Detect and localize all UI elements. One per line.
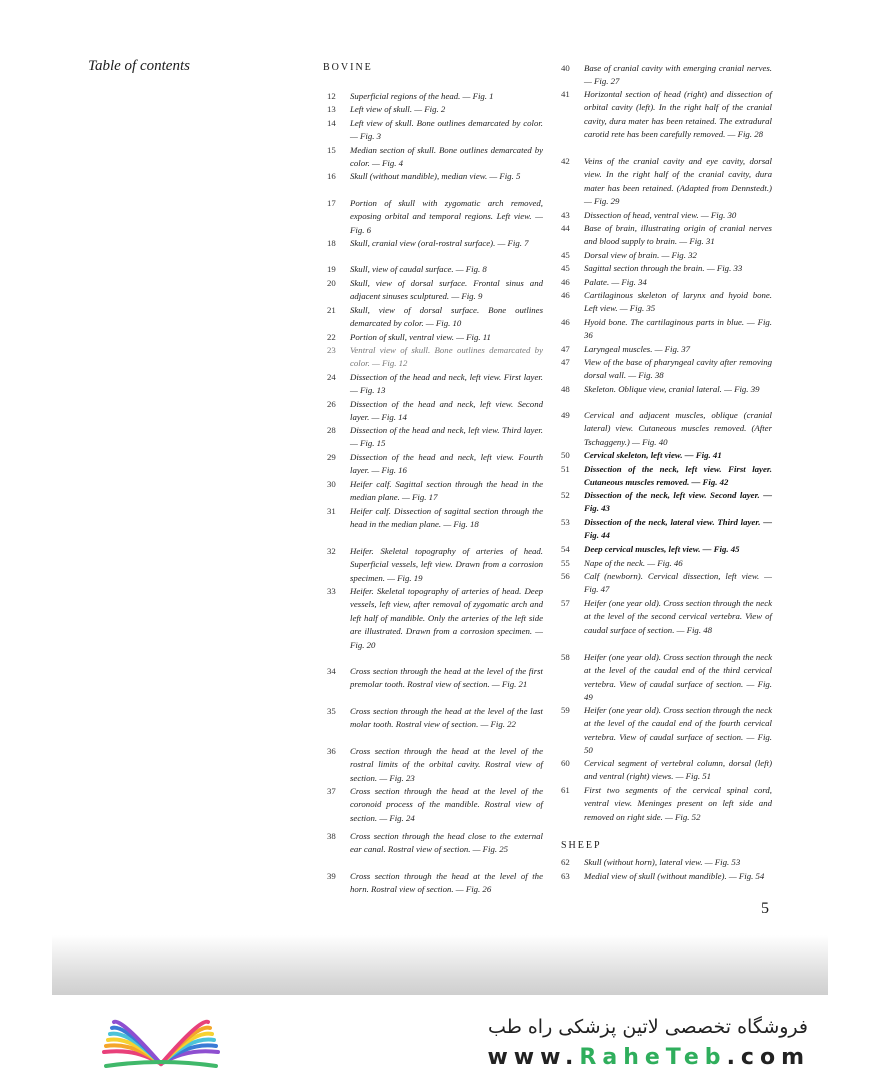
toc-entry — [557, 704, 772, 758]
toc-page-number: 21 — [327, 305, 336, 315]
toc-page-number: 45 — [561, 250, 570, 260]
page-bottom-shadow — [52, 935, 828, 995]
toc-entry — [557, 383, 772, 396]
toc-entry — [557, 870, 772, 883]
toc-entry — [323, 144, 543, 171]
shop-title: فروشگاه تخصصی لاتین پزشکی راه طب — [488, 1016, 808, 1038]
toc-entry-text: View of the base of pharyngeal cavity after removing dorsal wall. — Fig. 38 — [584, 357, 772, 381]
toc-page-number: 63 — [561, 871, 570, 881]
toc-entry-text: Skull, cranial view (oral-rostral surface). — Fig. 7 — [350, 238, 529, 248]
toc-entry-text: Base of cranial cavity with emerging cranial nerves. — Fig. 27 — [584, 63, 772, 87]
toc-page-number: 46 — [561, 277, 570, 287]
toc-page-number: 51 — [561, 464, 570, 474]
toc-entry-text: Cross section through the head at the level of the horn. Rostral view of section. — Fig. 26 — [350, 871, 543, 895]
toc-page-number: 49 — [561, 410, 570, 420]
toc-page-number: 47 — [561, 357, 570, 367]
toc-entry — [557, 262, 772, 275]
toc-entry — [323, 197, 543, 237]
toc-page-number: 15 — [327, 145, 336, 155]
toc-entry-text: Dissection of the neck, left view. Second layer. — Fig. 43 — [584, 490, 772, 514]
toc-entry — [557, 757, 772, 784]
url-teb: Teb — [665, 1045, 727, 1070]
toc-page-number: 24 — [327, 372, 336, 382]
toc-page-number: 62 — [561, 857, 570, 867]
shop-url[interactable] — [487, 1045, 810, 1070]
toc-entry-text: Deep cervical muscles, left view. — Fig. 45 — [584, 544, 740, 554]
toc-entry-text: Dissection of the head and neck, left view. Third layer. — Fig. 15 — [350, 425, 543, 449]
toc-entry-text: Laryngeal muscles. — Fig. 37 — [584, 344, 691, 354]
toc-heading: Table of contents — [88, 58, 190, 74]
toc-entry — [557, 449, 772, 462]
toc-entry — [323, 505, 543, 532]
toc-page-number: 28 — [327, 425, 336, 435]
toc-entry — [323, 237, 543, 250]
toc-page-number: 59 — [561, 705, 570, 715]
toc-entry — [557, 343, 772, 356]
toc-page-number: 46 — [561, 317, 570, 327]
url-rahe: Rahe — [579, 1045, 666, 1070]
toc-page-number: 19 — [327, 264, 336, 274]
toc-entry-text: Portion of skull, ventral view. — Fig. 11 — [350, 332, 491, 342]
toc-page-number: 23 — [327, 345, 336, 355]
toc-entry — [323, 830, 543, 857]
toc-entry-text: Heifer (one year old). Cross section through the neck at the level of the caudal end of the third cervical vertebra. View of caudal surface of section. — Fig. 49 — [584, 652, 772, 703]
toc-entry-text: Left view of skull. — Fig. 2 — [350, 104, 446, 114]
toc-entry — [323, 331, 543, 344]
toc-page-number: 50 — [561, 450, 570, 460]
toc-entry — [323, 745, 543, 785]
toc-entry — [557, 463, 772, 490]
section-title-bovine: BOVINE — [323, 62, 373, 73]
toc-entry-text: Heifer. Skeletal topography of arteries of head. Deep vessels, left view, after removal of zygomatic arch and left half of mandible. Only the arteries of the left side are illustrated. Drawn from a corrosion specimen. — Fig. 20 — [350, 586, 543, 650]
toc-entry-text: Median section of skull. Bone outlines demarcated by color. — Fig. 4 — [350, 145, 543, 169]
url-prefix: www. — [487, 1045, 580, 1070]
toc-entry-text: Cervical segment of vertebral column, dorsal (left) and ventral (right) views. — Fig. 51 — [584, 758, 772, 782]
toc-page-number: 39 — [327, 871, 336, 881]
toc-entry — [323, 170, 543, 183]
toc-page-number: 45 — [561, 263, 570, 273]
open-book-logo-icon — [96, 1008, 226, 1072]
toc-page-number: 36 — [327, 746, 336, 756]
toc-entry-text: First two segments of the cervical spinal cord, ventral view. Meninges present on left side and removed on right side. — Fig. 52 — [584, 785, 772, 822]
toc-entry-text: Dissection of the neck, lateral view. Third layer. — Fig. 44 — [584, 517, 772, 541]
toc-entry — [557, 316, 772, 343]
toc-page-number: 31 — [327, 506, 336, 516]
toc-entry-text: Heifer. Skeletal topography of arteries of head. Superficial vessels, left view. Drawn from a corrosion specimen. — Fig. 19 — [350, 546, 543, 583]
toc-page-number: 46 — [561, 290, 570, 300]
toc-page-number: 42 — [561, 156, 570, 166]
book-page — [52, 0, 828, 995]
toc-entry — [557, 155, 772, 209]
toc-entry-text: Dorsal view of brain. — Fig. 32 — [584, 250, 697, 260]
toc-page-number: 61 — [561, 785, 570, 795]
toc-entry-text: Heifer calf. Sagittal section through the head in the median plane. — Fig. 17 — [350, 479, 543, 503]
toc-entry — [323, 665, 543, 692]
page-number: 5 — [761, 900, 769, 917]
toc-entry — [557, 62, 772, 89]
toc-entry-text: Superficial regions of the head. — Fig. 1 — [350, 91, 494, 101]
toc-entry — [323, 263, 543, 276]
toc-page-number: 12 — [327, 91, 336, 101]
toc-page-number: 17 — [327, 198, 336, 208]
toc-entry-text: Skeleton. Oblique view, cranial lateral. — Fig. 39 — [584, 384, 760, 394]
toc-page-number: 18 — [327, 238, 336, 248]
toc-entry — [557, 356, 772, 383]
toc-entry-text: Base of brain, illustrating origin of cranial nerves and blood supply to brain. — Fig. 31 — [584, 223, 772, 247]
toc-page-number: 48 — [561, 384, 570, 394]
toc-entry — [323, 424, 543, 451]
url-suffix: .com — [726, 1045, 810, 1070]
toc-entry — [323, 785, 543, 825]
toc-entry — [323, 705, 543, 732]
toc-entry-text: Cross section through the head at the level of the last molar tooth. Rostral view of section. — Fig. 22 — [350, 706, 543, 730]
toc-page-number: 37 — [327, 786, 336, 796]
toc-page-number: 33 — [327, 586, 336, 596]
toc-page-number: 22 — [327, 332, 336, 342]
toc-page-number: 35 — [327, 706, 336, 716]
toc-page-number: 13 — [327, 104, 336, 114]
toc-entry — [557, 276, 772, 289]
toc-entry-text: Ventral view of skull. Bone outlines demarcated by color. — Fig. 12 — [350, 345, 543, 369]
toc-entry-text: Heifer calf. Dissection of sagittal section through the head in the median plane. — Fig. 18 — [350, 506, 543, 530]
toc-entry-text: Left view of skull. Bone outlines demarcated by color. — Fig. 3 — [350, 118, 543, 142]
toc-entry — [323, 870, 543, 897]
toc-page-number: 56 — [561, 571, 570, 581]
toc-entry — [557, 784, 772, 824]
toc-entry-text: Skull, view of caudal surface. — Fig. 8 — [350, 264, 487, 274]
toc-page-number: 53 — [561, 517, 570, 527]
toc-entry-text: Cross section through the head at the level of the coronoid process of the mandible. Rostral view of section. — Fig. 24 — [350, 786, 543, 823]
toc-entry — [557, 856, 772, 869]
toc-entry-text: Hyoid bone. The cartilaginous parts in blue. — Fig. 36 — [584, 317, 772, 341]
toc-entry — [323, 117, 543, 144]
toc-entry-text: Medial view of skull (without mandible). — Fig. 54 — [584, 871, 765, 881]
toc-page-number: 40 — [561, 63, 570, 73]
toc-entry — [557, 597, 772, 637]
toc-entry-text: Palate. — Fig. 34 — [584, 277, 647, 287]
toc-entry-text: Cross section through the head at the level of the rostral limits of the orbital cavity. Rostral view of section. — Fig. 23 — [350, 746, 543, 783]
toc-entry-text: Cervical skeleton, left view. — Fig. 41 — [584, 450, 722, 460]
toc-entry-text: Sagittal section through the brain. — Fig. 33 — [584, 263, 743, 273]
toc-entry — [557, 516, 772, 543]
toc-entry-text: Dissection of the head and neck, left view. First layer. — Fig. 13 — [350, 372, 543, 396]
toc-entry — [323, 398, 543, 425]
toc-entry-text: Horizontal section of head (right) and dissection of orbital cavity (left). In the right half of the cranial cavity, dura mater has been retained. The extradural carotid rete has been carefully removed. — Fig. 28 — [584, 89, 772, 140]
toc-entry — [557, 557, 772, 570]
toc-entry-text: Dissection of the neck, left view. First layer. Cutaneous muscles removed. — Fig. 42 — [584, 464, 772, 488]
toc-page-number: 30 — [327, 479, 336, 489]
toc-entry-text: Veins of the cranial cavity and eye cavity, dorsal view. In the right half of the cranial cavity, dura mater has been retained. (Adapted from Dennstedt.) — Fig. 29 — [584, 156, 772, 207]
toc-entry-text: Cartilaginous skeleton of larynx and hyoid bone. Left view. — Fig. 35 — [584, 290, 772, 314]
toc-page-number: 20 — [327, 278, 336, 288]
toc-entry-text: Dissection of the head and neck, left view. Second layer. — Fig. 14 — [350, 399, 543, 423]
toc-entry-text: Cervical and adjacent muscles, oblique (cranial lateral) view. Cutaneous muscles removed. (After Tschaggeny.) — Fig. 40 — [584, 410, 772, 447]
toc-entry-text: Nape of the neck. — Fig. 46 — [584, 558, 683, 568]
toc-entry — [557, 489, 772, 516]
toc-page-number: 60 — [561, 758, 570, 768]
toc-entry — [323, 103, 543, 116]
toc-entry-text: Heifer (one year old). Cross section through the neck at the level of the second cervical vertebra. View of caudal surface of section. — Fig. 48 — [584, 598, 772, 635]
toc-page-number: 16 — [327, 171, 336, 181]
toc-entry-text: Dissection of the head and neck, left view. Fourth layer. — Fig. 16 — [350, 452, 543, 476]
toc-entry — [557, 570, 772, 597]
toc-page-number: 57 — [561, 598, 570, 608]
toc-entry — [323, 371, 543, 398]
toc-entry — [323, 478, 543, 505]
toc-page-number: 43 — [561, 210, 570, 220]
toc-entry — [557, 88, 772, 142]
toc-entry — [557, 651, 772, 705]
toc-entry-text: Portion of skull with zygomatic arch removed, exposing orbital and temporal regions. Left view. — Fig. 6 — [350, 198, 543, 235]
toc-entry — [557, 289, 772, 316]
toc-entry-text: Skull (without horn), lateral view. — Fig. 53 — [584, 857, 741, 867]
toc-page-number: 55 — [561, 558, 570, 568]
toc-entry — [323, 451, 543, 478]
toc-entry-text: Skull, view of dorsal surface. Frontal sinus and adjacent sinuses sculptured. — Fig. 9 — [350, 278, 543, 302]
toc-entry-text: Cross section through the head close to the external ear canal. Rostral view of section. — Fig. 25 — [350, 831, 543, 855]
toc-entry — [323, 90, 543, 103]
toc-entry — [323, 585, 543, 652]
toc-entry-text: Calf (newborn). Cervical dissection, left view. — Fig. 47 — [584, 571, 772, 595]
toc-page-number: 44 — [561, 223, 570, 233]
toc-entry-text: Dissection of head, ventral view. — Fig. 30 — [584, 210, 737, 220]
toc-entry — [557, 543, 772, 556]
toc-page-number: 26 — [327, 399, 336, 409]
toc-page-number: 38 — [327, 831, 336, 841]
toc-page-number: 52 — [561, 490, 570, 500]
toc-entry — [557, 222, 772, 249]
toc-entry — [323, 277, 543, 304]
toc-entry — [557, 249, 772, 262]
toc-entry — [557, 209, 772, 222]
toc-page-number: 14 — [327, 118, 336, 128]
section-title-sheep: SHEEP — [561, 840, 602, 851]
toc-entry-text: Skull (without mandible), median view. — Fig. 5 — [350, 171, 521, 181]
toc-page-number: 47 — [561, 344, 570, 354]
toc-entry-text: Heifer (one year old). Cross section through the neck at the level of the caudal end of the fourth cervical vertebra. View of caudal surface of section. — Fig. 50 — [584, 705, 772, 756]
toc-page-number: 34 — [327, 666, 336, 676]
toc-entry — [323, 304, 543, 331]
toc-page-number: 29 — [327, 452, 336, 462]
toc-entry — [323, 344, 543, 371]
toc-entry-text: Cross section through the head at the level of the first premolar tooth. Rostral view of section. — Fig. 21 — [350, 666, 543, 690]
toc-entry-text: Skull, view of dorsal surface. Bone outlines demarcated by color. — Fig. 10 — [350, 305, 543, 329]
toc-page-number: 32 — [327, 546, 336, 556]
toc-page-number: 58 — [561, 652, 570, 662]
toc-entry — [557, 409, 772, 449]
toc-page-number: 41 — [561, 89, 570, 99]
toc-entry — [323, 545, 543, 585]
toc-page-number: 54 — [561, 544, 570, 554]
